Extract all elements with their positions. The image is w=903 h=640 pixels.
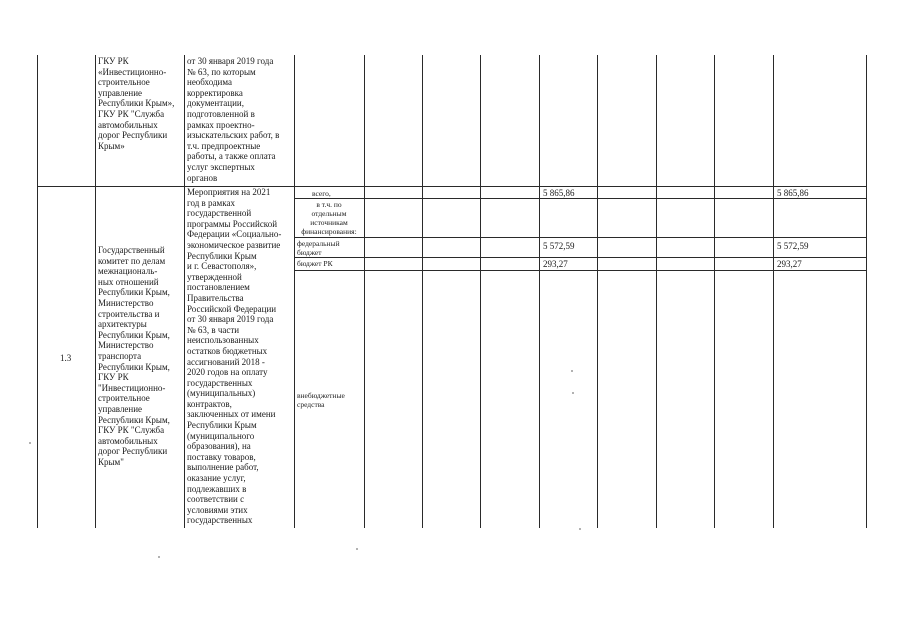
value-federal-sum: 5 572,59	[777, 241, 809, 251]
row-description: Мероприятия на 2021 год в рамках государственной программы Российской Федерации «Социально- экономическое развитие Республики Крым и г. Севастополя», утвержденной постановлением Правительства Российской Федерации от 30 января 2019 года № 63, в части неиспользованных остатков бюджетных ассигнований 2018 - 2020 годов на оплату государственных (муниципальных) контрактов, заключенных от имени Республики Крым (муниципального образования), на поставку товаров, выполнение работ, оказание услуг, подлежавших в соответствии с условиями этих государственных	[187, 187, 282, 526]
col-line	[95, 55, 96, 528]
scan-speck	[356, 548, 358, 550]
source-federal-label: федеральный бюджет	[297, 239, 340, 257]
row-executors: Государственный комитет по делам межнациональ- ных отношений Республики Крым, Министерство строительства и архитектуры Республики Крым, Министерство транспорта Республики Крым, ГКУ РК "Инвестиционно- строительное управление Республики Крым, ГКУ РК "Служба автомобильных дорог Республики Крым"	[98, 245, 170, 467]
row-line	[37, 186, 866, 187]
col-line	[184, 55, 185, 528]
row-line	[294, 237, 866, 238]
scan-speck	[572, 392, 574, 394]
col-line	[866, 55, 867, 528]
col-line	[714, 55, 715, 528]
scan-speck	[29, 442, 31, 444]
prev-row-description: от 30 января 2019 года № 63, по которым необходима корректировка документации, подготовленной в рамках проектно- изыскательских работ, в т.ч. предпроектные работы, а также оплата услуг экспертных органов	[187, 56, 280, 183]
scan-speck	[579, 528, 581, 530]
value-rk-budget-sum: 293,27	[777, 259, 802, 269]
col-line	[294, 55, 295, 528]
row-line	[294, 270, 866, 271]
value-rk-budget: 293,27	[543, 259, 568, 269]
value-federal: 5 572,59	[543, 241, 575, 251]
scan-speck	[158, 556, 160, 558]
col-line	[656, 55, 657, 528]
row-line	[294, 257, 866, 258]
col-line	[480, 55, 481, 528]
col-line	[37, 55, 38, 528]
value-total: 5 865,86	[543, 188, 575, 198]
col-line	[597, 55, 598, 528]
col-line	[539, 55, 540, 528]
source-by-sources-label: в т.ч. по отдельным источникам финансирования:	[301, 200, 357, 236]
source-extrabudget-label: внебюджетные средства	[297, 391, 345, 409]
source-rk-budget-label: бюджет РК	[297, 259, 333, 268]
source-total-label: всего,	[312, 189, 331, 198]
row-number: 1.3	[60, 353, 72, 363]
col-line	[773, 55, 774, 528]
col-line	[422, 55, 423, 528]
prev-row-executors: ГКУ РК «Инвестиционно- строительное управление Республики Крым», ГКУ РК "Служба автомобильных дорог Республики Крым»	[98, 56, 175, 151]
scan-speck	[571, 370, 573, 372]
value-total-sum: 5 865,86	[777, 188, 809, 198]
col-line	[364, 55, 365, 528]
